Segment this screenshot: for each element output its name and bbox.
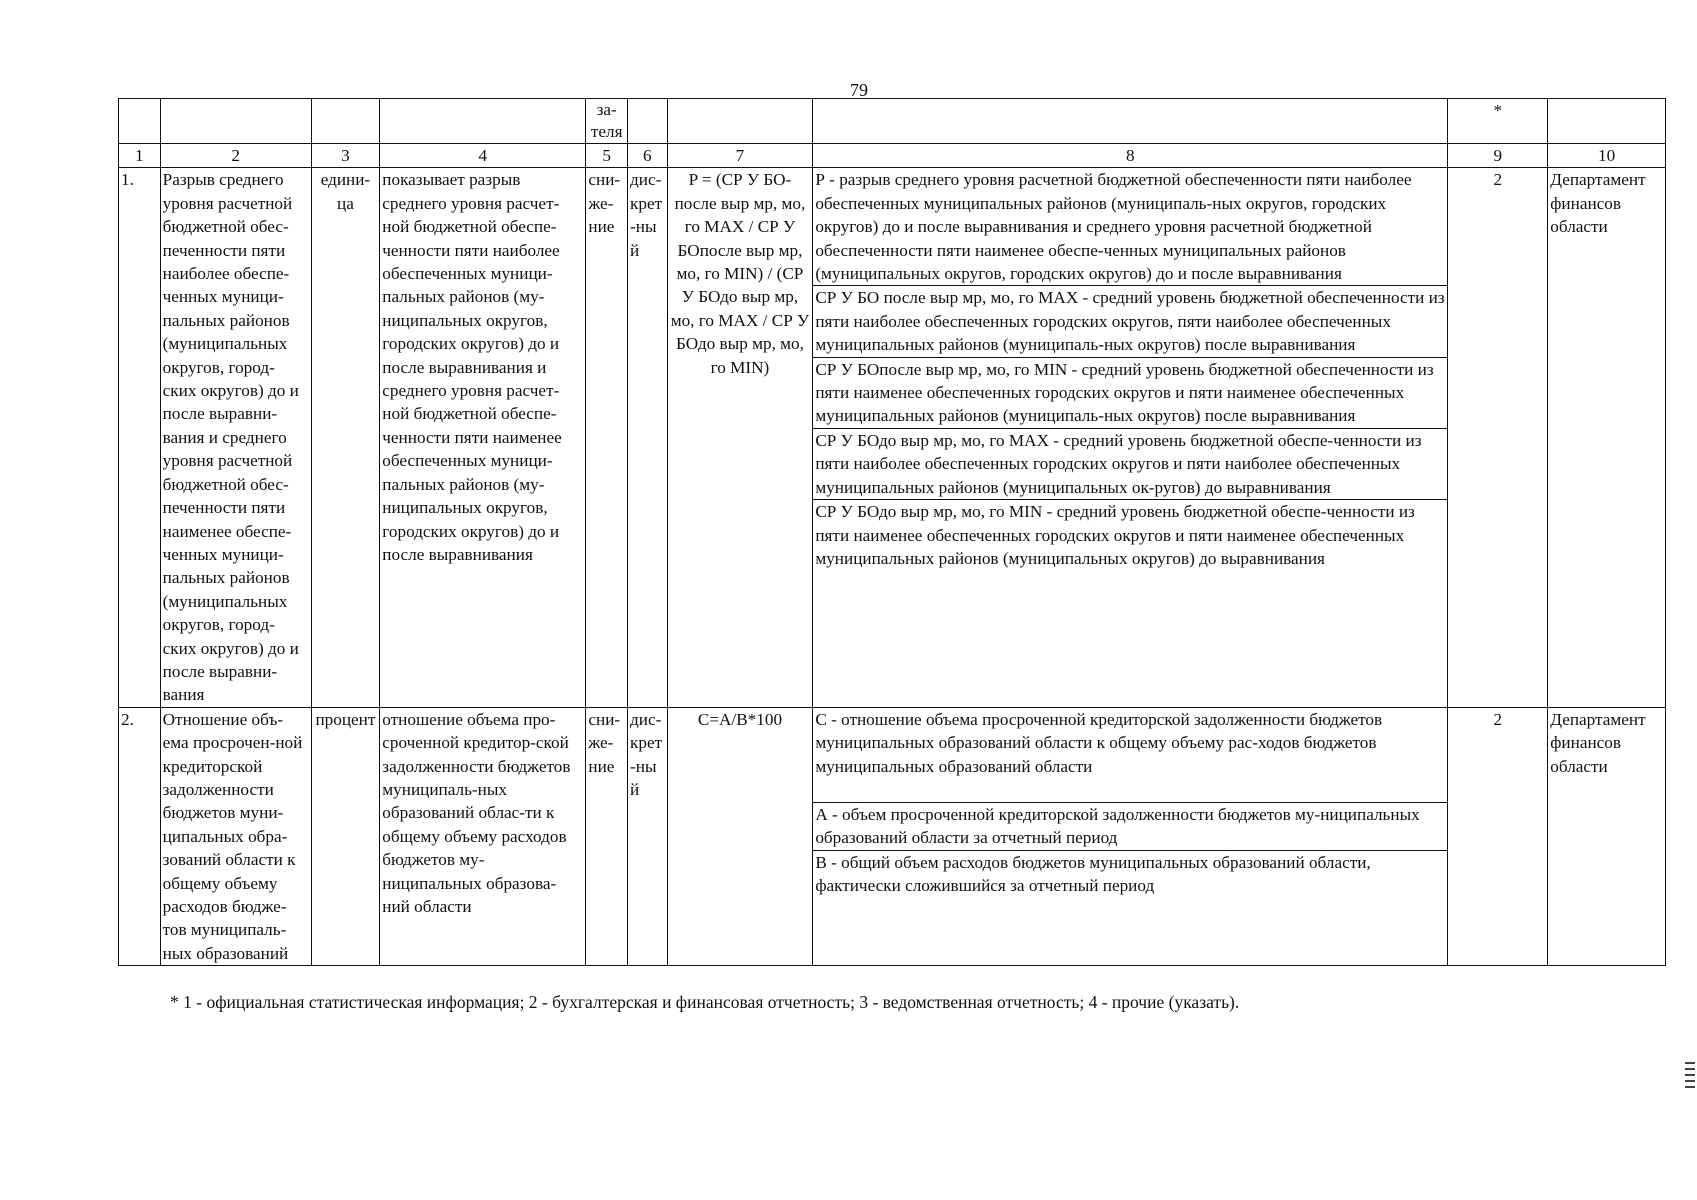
legend-item: СР У БО после выр мр, мо, го MAX - средний уровень бюджетной обеспеченности из пяти наиболее обеспеченных городских округов, пяти наиболее обеспеченных муниципальных районов (муниципаль-ных округов) после выравнивания: [813, 285, 1447, 356]
source-code: 2: [1448, 707, 1548, 965]
legend-item: С - отношение объема просроченной кредиторской задолженности бюджетов муниципальных образований области к общему объему рас-ходов бюджетов муниципальных образований области: [815, 709, 1383, 776]
indicator-name: Разрыв среднего уровня расчетной бюджетной обес-печенности пяти наиболее обеспе-ченных муници-пальных районов (муниципальных округов, город-ских округов) до и после выравни-вания и среднего уровня расчетной бюджетной обес-печенности пяти наименее обеспе-ченных муници-пальных районов (муниципальных округов, город-ских округов) до и после выравни-вания: [160, 168, 311, 707]
footnote: * 1 - официальная статистическая информация; 2 - бухгалтерская и финансовая отчетность; 3 - ведомственная отчетность; 4 - прочие (указать).: [170, 992, 1240, 1012]
header-top-c4: [380, 99, 586, 144]
header-top-c6: [628, 99, 668, 144]
legend-item: А - объем просроченной кредиторской задолженности бюджетов му-ниципальных образований области за отчетный период: [813, 802, 1447, 850]
header-top-c8: [813, 99, 1448, 144]
header-top-c3: [311, 99, 380, 144]
responsible-body: Департамент финансов области: [1548, 168, 1666, 707]
row-number: 1.: [119, 168, 161, 707]
header-top-c5: за- теля: [586, 99, 628, 144]
indicator-description: отношение объема про-сроченной кредитор-ской задолженности бюджетов муниципаль-ных образований облас-ти к общему объему расходов бюджетов му-ниципальных образова-ний области: [380, 707, 586, 965]
table-row: [119, 168, 1666, 707]
col-num-7: 7: [667, 144, 813, 168]
indicator-table: [118, 98, 1666, 966]
formula: C=A/B*100: [667, 707, 813, 965]
col-num-4: 4: [380, 144, 586, 168]
scan-edge-marks: [1685, 1062, 1695, 1092]
indicator-description: показывает разрыв среднего уровня расчет-ной бюджетной обеспе-ченности пяти наиболее обеспеченных муници-пальных районов (му-ниципальных округов, городских округов) до и после выравнивания и среднего уровня расчет-ной бюджетной обеспе-ченности пяти наименее обеспеченных муници-пальных районов (му-ниципальных округов, городских округов) до и после выравнивания: [380, 168, 586, 707]
legend-item: Р - разрыв среднего уровня расчетной бюджетной обеспеченности пяти наиболее обеспеченных муниципальных районов (муниципаль-ных округов, городских округов) до и после выравнивания и среднего уровня расчетной бюджетной обеспеченности пяти наименее обеспе-ченных муниципальных районов (муниципальных округов, городских округов) до и после выравнивания: [815, 170, 1412, 284]
type: дис-крет-ный: [628, 168, 668, 707]
header-top-c10: [1548, 99, 1666, 144]
direction: сни-же-ние: [586, 707, 628, 965]
header-top-c2: [160, 99, 311, 144]
col-num-3: 3: [311, 144, 380, 168]
unit: едини-ца: [311, 168, 380, 707]
row-number: 2.: [119, 707, 161, 965]
formula-legend: [813, 168, 1448, 707]
unit: процент: [311, 707, 380, 965]
legend-item: СР У БОдо выр мр, мо, го MIN - средний уровень бюджетной обеспе-ченности из пяти наименее обеспеченных городских округов и пяти наименее обеспеченных муниципальных районов (муниципальных округов) до выравнивания: [813, 499, 1447, 570]
formula-legend: [813, 707, 1448, 965]
page-number: 79: [850, 80, 868, 100]
col-num-10: 10: [1548, 144, 1666, 168]
header-top-c7: [667, 99, 813, 144]
header-top-row: [119, 99, 1666, 144]
header-top-c9: *: [1448, 99, 1548, 144]
col-num-9: 9: [1448, 144, 1548, 168]
col-num-1: 1: [119, 144, 161, 168]
responsible-body: Департамент финансов области: [1548, 707, 1666, 965]
col-num-6: 6: [628, 144, 668, 168]
type: дис-крет-ный: [628, 707, 668, 965]
table-row: [119, 707, 1666, 965]
col-num-5: 5: [586, 144, 628, 168]
legend-item: В - общий объем расходов бюджетов муниципальных образований области, фактически сложившийся за отчетный период: [813, 850, 1447, 945]
col-num-8: 8: [813, 144, 1448, 168]
column-number-row: [119, 144, 1666, 168]
indicator-name: Отношение объ-ема просрочен-ной кредиторской задолженности бюджетов муни-ципальных обра-зований области к общему объему расходов бюдже-тов муниципаль-ных образований: [160, 707, 311, 965]
source-code: 2: [1448, 168, 1548, 707]
legend-item: СР У БОпосле выр мр, мо, го MIN - средний уровень бюджетной обеспеченности из пяти наименее обеспеченных городских округов и пяти наименее обеспеченных муниципальных районов (муниципаль-ных округов) после выравнивания: [813, 357, 1447, 428]
legend-item: СР У БОдо выр мр, мо, го MAX - средний уровень бюджетной обеспе-ченности из пяти наиболее обеспеченных городских округов и пяти наиболее обеспеченных муниципальных районов (муниципальных ок-ругов) до выравнивания: [813, 428, 1447, 499]
header-top-c1: [119, 99, 161, 144]
col-num-2: 2: [160, 144, 311, 168]
direction: сни-же-ние: [586, 168, 628, 707]
formula: P = (СР У БО-после выр мр, мо, го MAX / СР У БОпосле выр мр, мо, го MIN) / (СР У БОдо выр мр, мо, го MAX / СР У БОдо выр мр, мо, го MIN): [667, 168, 813, 707]
